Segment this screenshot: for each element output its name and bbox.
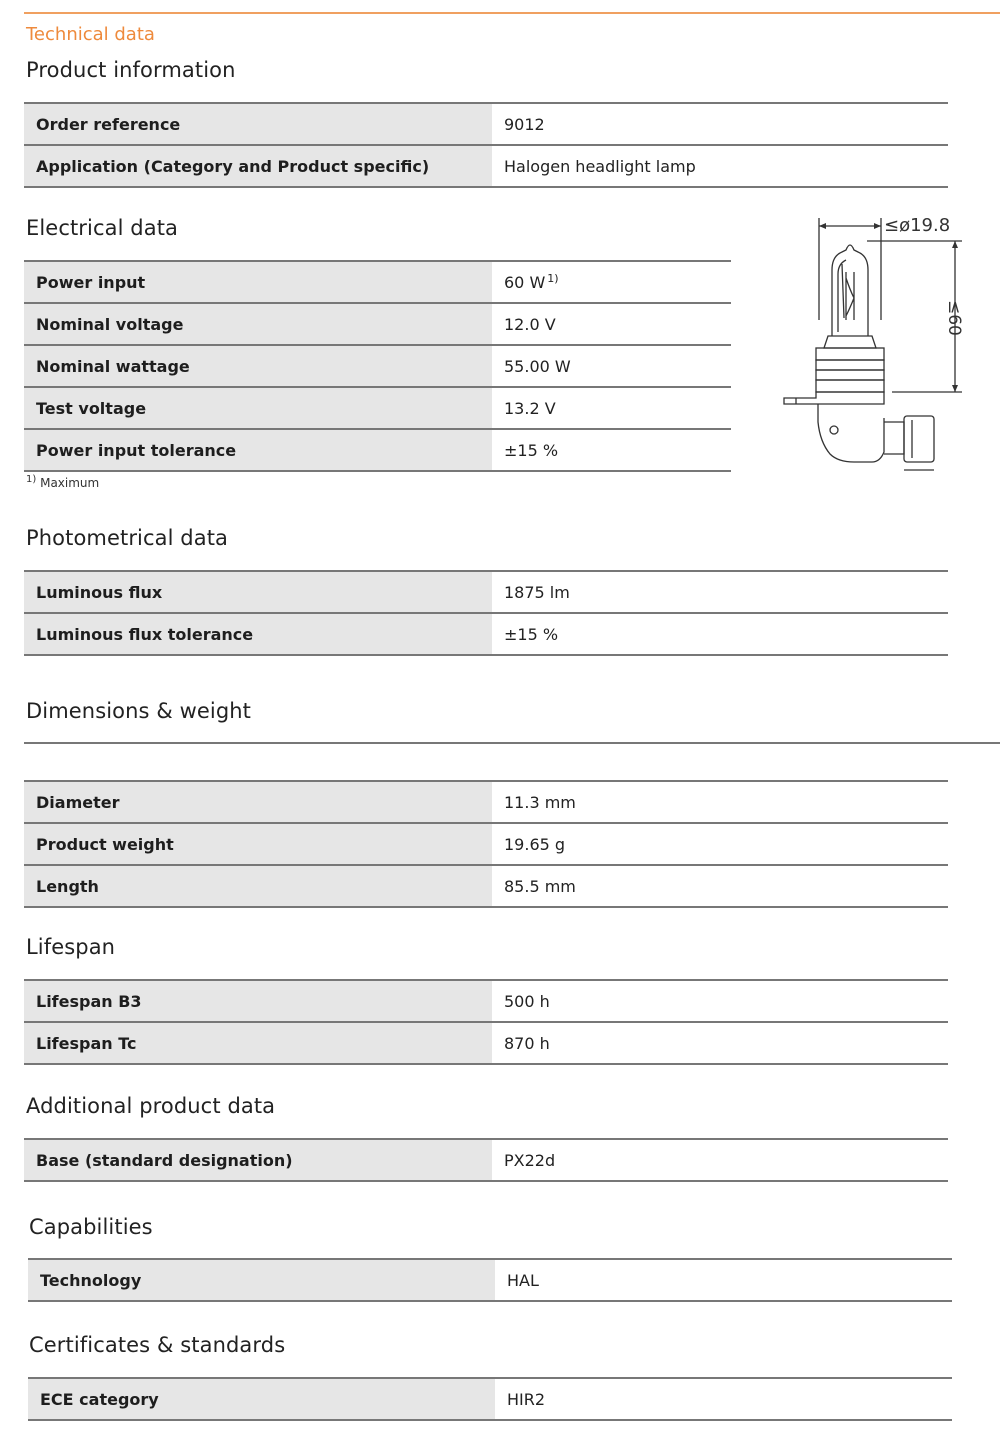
arrow-head xyxy=(874,223,881,229)
row-label: Luminous flux tolerance xyxy=(24,613,492,655)
certificates-standards-table xyxy=(28,1377,952,1421)
base-detail xyxy=(830,426,838,434)
bulb-neck xyxy=(824,336,876,348)
product-information-table xyxy=(24,102,948,188)
table-row xyxy=(24,387,731,429)
row-value: 19.65 g xyxy=(492,823,948,865)
product-information-title: Product information xyxy=(26,58,236,82)
row-label: Power input xyxy=(24,261,492,303)
arrow-head xyxy=(819,223,826,229)
row-label: Power input tolerance xyxy=(24,429,492,471)
footnote-text: Maximum xyxy=(40,476,100,490)
arrow-head xyxy=(952,241,958,248)
additional-product-data-table xyxy=(24,1138,948,1182)
table-row xyxy=(24,571,948,613)
photometrical-data-title: Photometrical data xyxy=(26,526,229,550)
footnote-marker: 1) xyxy=(547,272,559,285)
base-ring-2 xyxy=(816,360,884,370)
table-row xyxy=(24,303,731,345)
row-value: 13.2 V xyxy=(492,387,731,429)
row-label: Luminous flux xyxy=(24,571,492,613)
row-value: 12.0 V xyxy=(492,303,731,345)
footnote xyxy=(26,474,99,490)
table-row xyxy=(24,145,948,187)
row-value: HIR2 xyxy=(495,1378,952,1420)
row-value: 500 h xyxy=(492,980,948,1022)
row-value: 55.00 W xyxy=(492,345,731,387)
connector-plug xyxy=(904,416,934,462)
capabilities-table xyxy=(28,1258,952,1302)
power-input-value: 60 W xyxy=(504,273,546,292)
photometrical-data-table xyxy=(24,570,948,656)
row-label: ECE category xyxy=(28,1378,495,1420)
row-label: Lifespan Tc xyxy=(24,1022,492,1064)
row-value: 85.5 mm xyxy=(492,865,948,907)
table-row xyxy=(24,429,731,471)
base-ring-1 xyxy=(816,348,884,360)
certificates-standards-title: Certificates & standards xyxy=(29,1333,286,1357)
lifespan-title: Lifespan xyxy=(26,935,116,959)
row-label: Product weight xyxy=(24,823,492,865)
table-row xyxy=(24,781,948,823)
base-ring-4 xyxy=(816,380,884,392)
table-row xyxy=(24,1139,948,1181)
table-row xyxy=(24,823,948,865)
row-label: Base (standard designation) xyxy=(24,1139,492,1181)
header-rule xyxy=(24,12,1000,14)
footnote-mark: 1) xyxy=(26,474,37,485)
row-label: Test voltage xyxy=(24,387,492,429)
glass-highlight xyxy=(842,264,844,318)
additional-product-data-title: Additional product data xyxy=(26,1094,276,1118)
base-body xyxy=(818,404,884,462)
row-value: PX22d xyxy=(492,1139,948,1181)
table-row xyxy=(24,345,731,387)
row-value: Halogen headlight lamp xyxy=(492,145,948,187)
diameter-label: ≤ø19.8 xyxy=(884,215,951,236)
section-divider xyxy=(24,742,1000,744)
lifespan-table xyxy=(24,979,948,1065)
row-value: 9012 xyxy=(492,103,948,145)
electrical-data-table xyxy=(24,260,731,472)
capabilities-title: Capabilities xyxy=(29,1215,153,1239)
row-value: 1875 lm xyxy=(492,571,948,613)
length-label: ≤60 xyxy=(944,300,964,336)
row-value xyxy=(492,261,731,303)
electrical-data-title: Electrical data xyxy=(26,216,178,240)
row-value: HAL xyxy=(495,1259,952,1301)
base-flange xyxy=(784,392,884,404)
table-row xyxy=(28,1378,952,1420)
table-row xyxy=(24,261,731,303)
row-label: Technology xyxy=(28,1259,495,1301)
row-value: ±15 % xyxy=(492,429,731,471)
row-label: Diameter xyxy=(24,781,492,823)
row-value: ±15 % xyxy=(492,613,948,655)
filament xyxy=(846,272,854,320)
row-label: Nominal wattage xyxy=(24,345,492,387)
lamp-dimension-drawing xyxy=(772,208,972,484)
row-label: Lifespan B3 xyxy=(24,980,492,1022)
table-row xyxy=(24,865,948,907)
dimensions-weight-title: Dimensions & weight xyxy=(26,699,251,723)
dimensions-weight-table xyxy=(24,780,948,908)
row-value: 870 h xyxy=(492,1022,948,1064)
table-row xyxy=(24,103,948,145)
row-label: Length xyxy=(24,865,492,907)
connector-neck xyxy=(884,422,904,454)
technical-data-eyebrow: Technical data xyxy=(26,24,155,45)
table-row xyxy=(24,980,948,1022)
table-row xyxy=(24,1022,948,1064)
table-row xyxy=(28,1259,952,1301)
row-label: Nominal voltage xyxy=(24,303,492,345)
row-label: Application (Category and Product specific) xyxy=(24,145,492,187)
row-label: Order reference xyxy=(24,103,492,145)
row-value: 11.3 mm xyxy=(492,781,948,823)
arrow-head xyxy=(952,385,958,392)
base-ring-3 xyxy=(816,370,884,380)
table-row xyxy=(24,613,948,655)
